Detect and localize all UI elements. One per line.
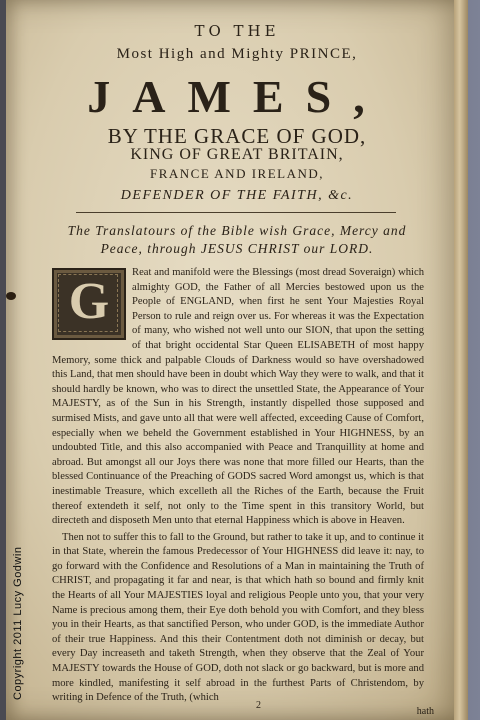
page-number: 2 [256, 700, 261, 711]
heading-realms: FRANCE AND IRELAND, [149, 166, 325, 181]
heading-grace-of-god: BY THE GRACE OF GOD, [107, 124, 367, 148]
catchword: hath [416, 706, 434, 717]
dedication-line-1: The Translatours of the Bible wish Grace, Mercy and [67, 223, 407, 238]
paragraph-1: Reat and manifold were the Blessings (most dread Soveraign) which almighty GOD, the Father of all Mercies bestowed upon us the People of ENGLAND, when first he sent Your Majesties Royal Person to rule and reign over us. For whereas it was the Expectation of many, who wished not well unto our SION, that upon the setting of that bright occidental Star Queen ELISABETH of most happy Memory, some thick and palpable Clouds of Darkness would so have overshadowed this Land, that men should have been in doubt which Way they were to walk, and that it should hardly be known, who was to direct the unsettled State, the Appearance of Your MAJESTY, as of the Sun in his Strength, instantly dispelled those supposed and surmised Mists, and gave unto all that were well affected, exceeding Cause of Comfort, especially when we beheld the Government established in Your HIGHNESS, by an undoubted Title, and this also accompanied with Peace and Tranquillity at home and abroad. But amongst all our Joys there was none that more filled our Hearts, than the blessed Continuance of the Preaching of GODS sacred Word amongst us, which is that inestimable Treasure, which excelleth all the Riches of the Earth, because the Fruit thereof extendeth it self, not only to the Time spent in this transitory World, but directeth and disposeth Men unto that eternal Happiness which is above in Heaven. [52, 267, 424, 527]
body-text [52, 266, 424, 708]
heading-king: KING OF GREAT BRITAIN, [130, 146, 344, 163]
book-page [6, 0, 468, 720]
insect-speck [6, 292, 16, 300]
dedication-line [6, 222, 468, 258]
ornamental-dropcap [52, 268, 126, 340]
paragraph-2: Then not to suffer this to fall to the Ground, but rather to take it up, and to continue it in that State, wherein the famous Predecessor of Your HIGHNESS did leave it: nay, to go forward with the Confidence and Resolutions of a Man in maintaining the Truth of CHRIST, and propagating it far and near, is that which hath so bound and firmly knit the Hearts of all Your MAJESTIES loyal and religious People unto you, that your very Name is precious among them, their Eye doth behold you with Comfort, and they bless you in their Hearts, as that sanctified Person, who under GOD, is the immediate Author of their true Happiness. And this their Contentment doth not diminish or decay, but every Day increaseth and taketh Strength, when they observe that the Zeal of Your MAJESTY towards the House of GOD, doth not slack or go backward, but is more and more kindled, manifesting it self abroad in the furthest Parts of Christendom, by writing in Defence of the Truth, (which [52, 531, 424, 704]
dedication-line-2: Peace, through JESUS CHRIST our LORD. [100, 241, 374, 256]
copyright-watermark: Copyright 2011 Lucy Godwin [12, 546, 24, 700]
dropcap-letter: G [68, 273, 110, 330]
divider-rule [76, 212, 396, 213]
heading-james: JAMES, [87, 71, 387, 122]
heading-defender: DEFENDER OF THE FAITH, &c. [120, 188, 354, 203]
heading-most-high: Most High and Mighty PRINCE, [116, 46, 358, 62]
heading-to-the: TO THE [194, 22, 280, 40]
